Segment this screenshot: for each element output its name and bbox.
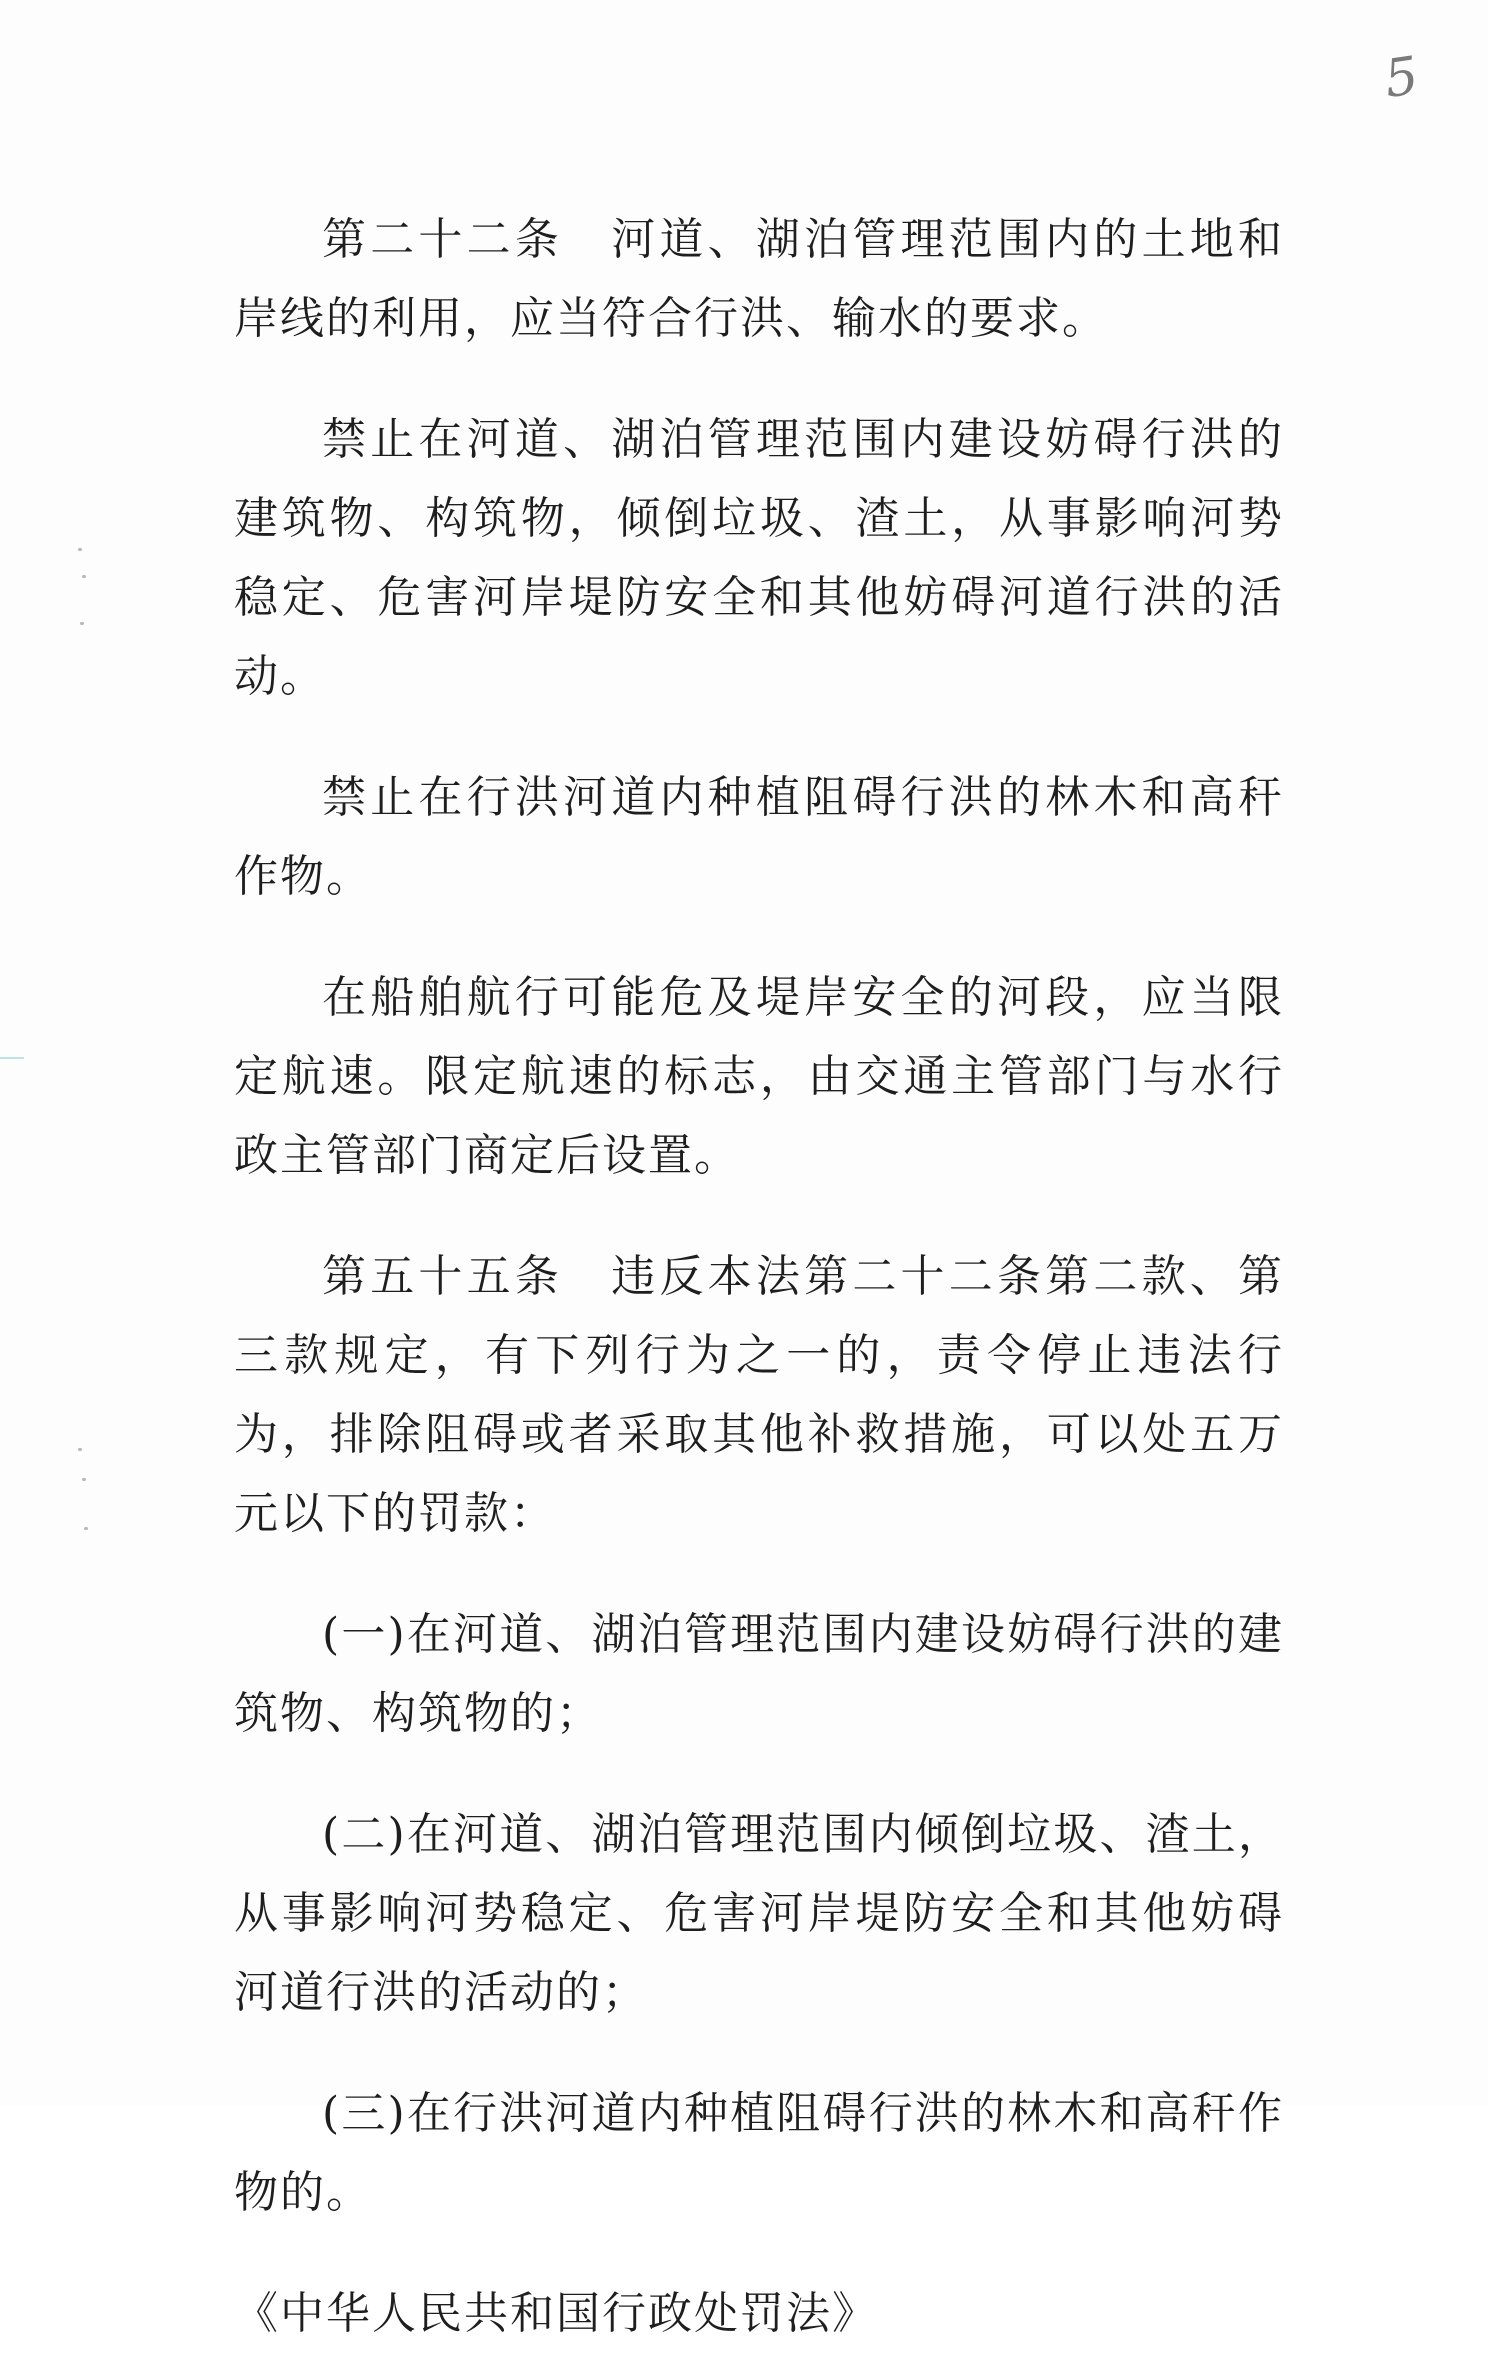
scan-artifact-dot	[80, 622, 84, 625]
article-55-item-1: (一)在河道、湖泊管理范围内建设妨碍行洪的建筑物、构筑物的；	[234, 1609, 1284, 1739]
article-22-paragraph-3: 禁止在行洪河道内种植阻碍行洪的林木和高秆作物。	[234, 772, 1284, 902]
document-body	[234, 200, 1284, 2353]
article-55-item-3: (三)在行洪河道内种植阻碍行洪的林木和高秆作物的。	[234, 2088, 1284, 2218]
article-22-paragraph-2: 禁止在河道、湖泊管理范围内建设妨碍行洪的建筑物、构筑物，倾倒垃圾、渣土，从事影响河势稳定、危害河岸堤防安全和其他妨碍河道行洪的活动。	[234, 414, 1284, 702]
scan-artifact-dot	[82, 1478, 86, 1481]
scan-artifact-dot	[82, 575, 86, 578]
scan-artifact-dot	[78, 548, 82, 551]
scan-artifact-line	[0, 1057, 24, 1059]
article-55-paragraph: 第五十五条 违反本法第二十二条第二款、第三款规定，有下列行为之一的，责令停止违法行为，排除阻碍或者采取其他补救措施，可以处五万元以下的罚款：	[234, 1251, 1284, 1539]
article-22-paragraph-4: 在船舶航行可能危及堤岸安全的河段，应当限定航速。限定航速的标志，由交通主管部门与水行政主管部门商定后设置。	[234, 972, 1284, 1181]
article-55-item-2: (二)在河道、湖泊管理范围内倾倒垃圾、渣土，从事影响河势稳定、危害河岸堤防安全和其他妨碍河道行洪的活动的；	[234, 1809, 1284, 2018]
law-title-heading: 《中华人民共和国行政处罚法》	[234, 2288, 878, 2339]
scan-artifact-dot	[84, 1527, 88, 1530]
article-22-paragraph-1: 第二十二条 河道、湖泊管理范围内的土地和岸线的利用，应当符合行洪、输水的要求。	[234, 214, 1284, 344]
handwritten-page-number: 5	[1380, 45, 1423, 111]
scan-artifact-dot	[78, 1448, 82, 1451]
